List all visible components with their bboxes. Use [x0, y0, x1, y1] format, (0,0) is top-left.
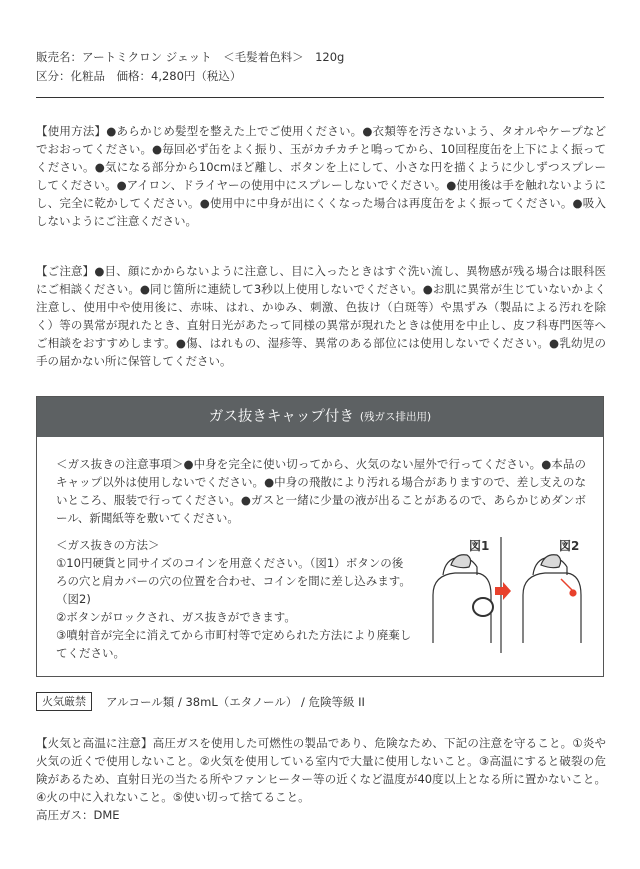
gas-release-notes: ＜ガス抜きの注意事項＞●中身を完全に使い切ってから、火気のない屋外で行ってください。●本品のキャップ以外は使用しないでください。●中身の飛散により汚れる場合がありますので、差し支えのないところ、服装で行ってください。●ガスと一緒に少量の液が出ることがあるので、あらかじめダンボール、新聞紙等を敷いてください。 — [56, 457, 586, 525]
fire-forbidden-badge: 火気厳禁 — [36, 692, 92, 711]
fire-warning-line — [36, 692, 365, 711]
usage-instructions: 【使用方法】●あらかじめ髪型を整えた上でご使用ください。●衣類等を汚さないよう、タオルやケープなどでおおってください。●毎回必ず缶をよく振り、玉がカチカチと鳴ってから、10回程度缶を上下によく振ってください。●気になる部分から10cmほど離し、ボタンを上にして、小さな円を描くように少しずつスプレーしてください。●アイロン、ドライヤーの使用中にスプレーしないでください。●使用後は手を触れないようにし、完全に乾かしてください。●使用中に中身が出にくくなった場合は再度缶をよく振ってください。●吸入しないようにご注意ください。 — [36, 124, 606, 228]
gas-release-header — [37, 397, 603, 437]
spray-can-figure-1 — [433, 555, 493, 643]
method-step: ①10円硬貨と同サイズのコインを用意ください。（図1）ボタンの後ろの穴と肩カバーの穴の位置を合わせ、コインを間に差し込みます。（図2) — [56, 556, 411, 606]
header-divider — [36, 97, 604, 98]
figure-2-label: 図2 — [559, 539, 580, 553]
product-header — [36, 48, 606, 86]
gas-release-box — [36, 396, 604, 677]
figure-1-label: 図1 — [469, 539, 490, 553]
gas-release-method-steps — [56, 554, 414, 662]
spray-can-figure-2 — [523, 555, 581, 643]
gas-release-subtitle: (残ガス排出用) — [359, 411, 432, 423]
coin-pointer — [561, 579, 573, 591]
right-arrow-icon — [495, 582, 511, 600]
gas-release-method-title: ＜ガス抜きの方法＞ — [56, 538, 160, 552]
gas-release-title: ガス抜きキャップ付き — [208, 409, 354, 425]
fire-caution-text: 【火気と高温に注意】高圧ガスを使用した可燃性の製品であり、危険なため、下記の注意を守ること。①炎や火気の近くで使用しないこと。②火気を使用している室内で大量に使用しないこと。③高温にすると破裂の危険があるため、直射日光の当たる所やファンヒーター等の近くなど温度が40度以上となる所に置かないこと。④火の中に入れないこと。⑤使い切って捨てること。 — [36, 736, 606, 804]
caution-notes: 【ご注意】●目、顔にかからないように注意し、目に入ったときはすぐ洗い流し、異物感が残る場合は眼科医にご相談ください。●同じ箇所に連続して3秒以上使用しないでください。●お肌に異常が生じていないかよく注意し、使用中や使用後に、赤味、はれ、かゆみ、刺激、色抜け（白斑等）や黒ずみ（製品による汚れを除く）等の異常が現れたとき、直射日光があたって同様の異常が現れたときは使用を中止し、皮フ科専門医等へご相談をおすすめします。●傷、はれもの、湿疹等、異常のある部位には使用しないでください。●乳幼児の手の届かない所に保管してください。 — [36, 264, 606, 368]
method-step: ③噴射音が完全に消えてから市町村等で定められた方法により廃棄してください。 — [56, 628, 412, 660]
gas-release-figure — [421, 535, 591, 655]
hazard-info: アルコール類 / 38mL（エタノール） / 危険等級 II — [106, 694, 365, 709]
pressurized-gas-line: 高圧ガス：DME — [36, 808, 120, 822]
category-price-line: 区分：化粧品 価格：4,280円（税込） — [36, 69, 242, 83]
method-step: ②ボタンがロックされ、ガス抜きができます。 — [56, 610, 296, 624]
seller-name-line: 販売名：アートミクロン ジェット ＜毛髪着色料＞ 120g — [36, 50, 345, 64]
